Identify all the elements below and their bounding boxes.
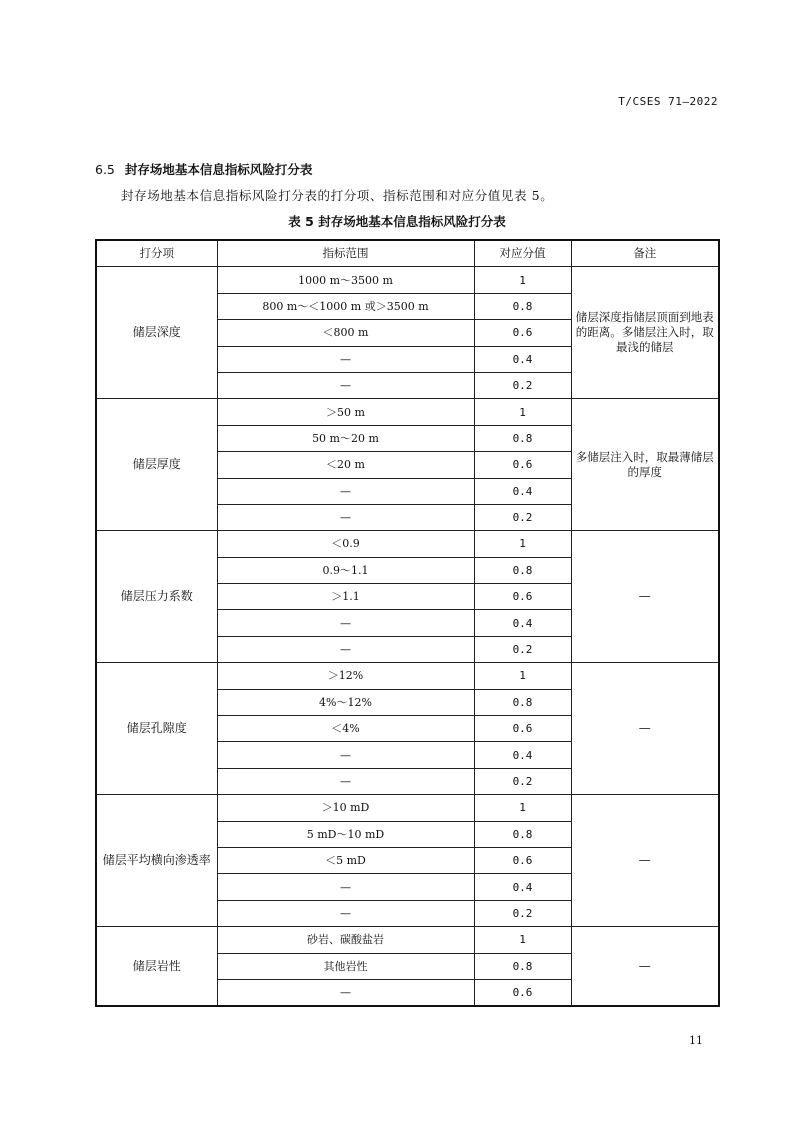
- score-value-cell: 0.6: [474, 979, 571, 1006]
- indicator-range-cell: ＜0.9: [217, 531, 474, 557]
- score-value-cell: 1: [474, 927, 571, 953]
- section-heading: [95, 160, 312, 178]
- indicator-range-cell: —: [217, 504, 474, 530]
- remarks-cell: —: [571, 531, 719, 663]
- header-score-value: 对应分值: [474, 240, 571, 267]
- section-paragraph: 封存场地基本信息指标风险打分表的打分项、指标范围和对应分值见表 5。: [121, 188, 554, 203]
- remarks-cell: —: [571, 663, 719, 795]
- score-value-cell: 0.6: [474, 452, 571, 478]
- table-row: [96, 399, 719, 425]
- score-value-cell: 0.6: [474, 320, 571, 346]
- indicator-range-cell: —: [217, 900, 474, 926]
- score-value-cell: 1: [474, 399, 571, 425]
- score-value-cell: 0.8: [474, 425, 571, 451]
- header-indicator-range: 指标范围: [217, 240, 474, 267]
- indicator-range-cell: 0.9～1.1: [217, 557, 474, 583]
- scoring-item-cell: 储层平均横向渗透率: [96, 795, 217, 927]
- indicator-range-cell: ＞50 m: [217, 399, 474, 425]
- indicator-range-cell: ＜4%: [217, 716, 474, 742]
- score-value-cell: 0.2: [474, 900, 571, 926]
- score-value-cell: 0.2: [474, 768, 571, 794]
- indicator-range-cell: —: [217, 874, 474, 900]
- indicator-range-cell: —: [217, 742, 474, 768]
- indicator-range-cell: 1000 m～3500 m: [217, 267, 474, 293]
- score-value-cell: 1: [474, 795, 571, 821]
- indicator-range-cell: —: [217, 636, 474, 662]
- score-value-cell: 0.8: [474, 293, 571, 319]
- indicator-range-cell: ＞12%: [217, 663, 474, 689]
- score-value-cell: 0.8: [474, 557, 571, 583]
- risk-score-table: [95, 239, 720, 1007]
- indicator-range-cell: —: [217, 478, 474, 504]
- score-value-cell: 1: [474, 663, 571, 689]
- indicator-range-cell: ＞10 mD: [217, 795, 474, 821]
- indicator-range-cell: 50 m～20 m: [217, 425, 474, 451]
- score-value-cell: 1: [474, 267, 571, 293]
- score-value-cell: 0.4: [474, 742, 571, 768]
- score-value-cell: 0.8: [474, 689, 571, 715]
- indicator-range-cell: ＜20 m: [217, 452, 474, 478]
- indicator-range-cell: —: [217, 346, 474, 372]
- indicator-range-cell: ＞1.1: [217, 584, 474, 610]
- indicator-range-cell: 5 mD～10 mD: [217, 821, 474, 847]
- score-value-cell: 0.4: [474, 610, 571, 636]
- header-remarks: 备注: [571, 240, 719, 267]
- score-value-cell: 0.2: [474, 504, 571, 530]
- indicator-range-cell: —: [217, 768, 474, 794]
- score-value-cell: 0.4: [474, 874, 571, 900]
- document-id-header: T/CSES 71—2022: [618, 95, 718, 108]
- indicator-range-cell: ＜5 mD: [217, 847, 474, 873]
- scoring-item-cell: 储层厚度: [96, 399, 217, 531]
- remarks-cell: 储层深度指储层顶面到地表的距离。多储层注入时，取最浅的储层: [571, 267, 719, 399]
- score-value-cell: 0.4: [474, 346, 571, 372]
- table-row: [96, 267, 719, 293]
- table-header-row: [96, 240, 719, 267]
- indicator-range-cell: 4%～12%: [217, 689, 474, 715]
- page-number: 11: [689, 1034, 703, 1047]
- scoring-item-cell: 储层深度: [96, 267, 217, 399]
- remarks-cell: —: [571, 927, 719, 1007]
- table-row: [96, 663, 719, 689]
- table-row: [96, 927, 719, 953]
- section-title: 封存场地基本信息指标风险打分表: [124, 162, 313, 177]
- indicator-range-cell: ＜800 m: [217, 320, 474, 346]
- score-value-cell: 0.6: [474, 716, 571, 742]
- score-value-cell: 0.8: [474, 953, 571, 979]
- indicator-range-cell: —: [217, 610, 474, 636]
- remarks-cell: —: [571, 795, 719, 927]
- score-value-cell: 0.6: [474, 847, 571, 873]
- indicator-range-cell: —: [217, 979, 474, 1006]
- table-row: [96, 531, 719, 557]
- indicator-range-cell: 其他岩性: [217, 953, 474, 979]
- header-scoring-item: 打分项: [96, 240, 217, 267]
- table-row: [96, 795, 719, 821]
- table-caption: 表 5 封存场地基本信息指标风险打分表: [288, 214, 506, 229]
- score-value-cell: 0.8: [474, 821, 571, 847]
- indicator-range-cell: 砂岩、碳酸盐岩: [217, 927, 474, 953]
- indicator-range-cell: 800 m～＜1000 m 或＞3500 m: [217, 293, 474, 319]
- table-body: [96, 267, 719, 1006]
- indicator-range-cell: —: [217, 372, 474, 398]
- scoring-item-cell: 储层压力系数: [96, 531, 217, 663]
- scoring-item-cell: 储层孔隙度: [96, 663, 217, 795]
- score-value-cell: 0.4: [474, 478, 571, 504]
- score-value-cell: 0.2: [474, 636, 571, 662]
- remarks-cell: 多储层注入时，取最薄储层的厚度: [571, 399, 719, 531]
- score-value-cell: 0.2: [474, 372, 571, 398]
- scoring-item-cell: 储层岩性: [96, 927, 217, 1007]
- score-value-cell: 0.6: [474, 584, 571, 610]
- score-value-cell: 1: [474, 531, 571, 557]
- section-number: 6.5: [95, 162, 115, 177]
